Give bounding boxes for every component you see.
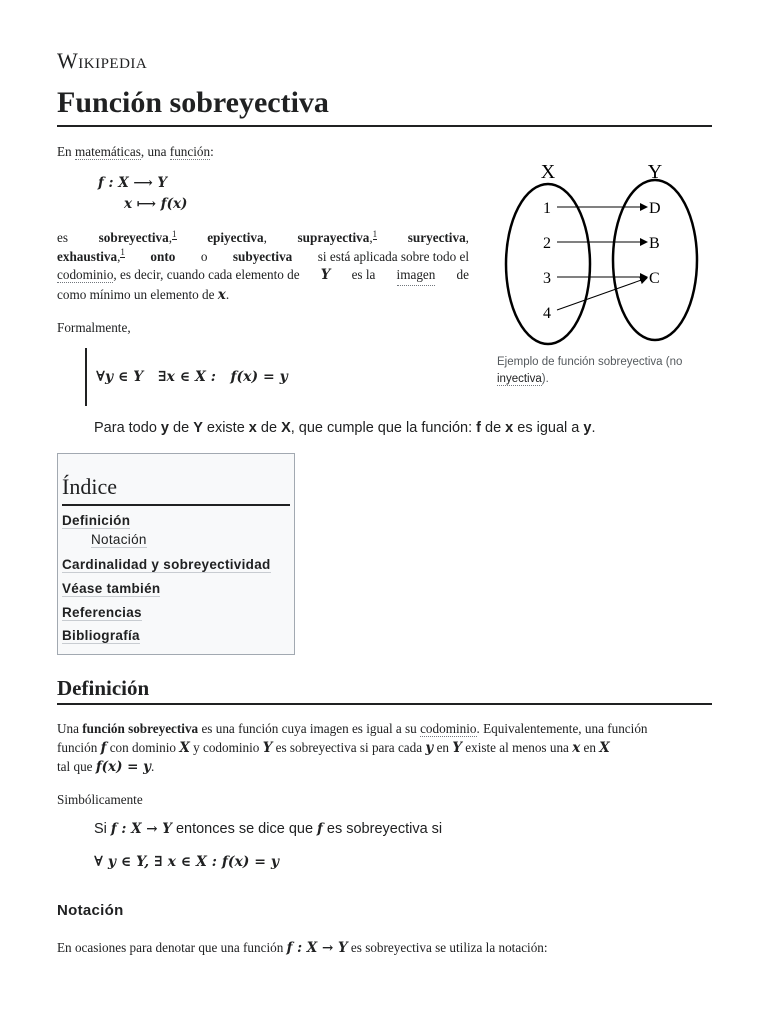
synonyms-line4 <box>57 286 469 305</box>
def-text: con dominio <box>106 740 180 755</box>
def-text: tal que <box>57 759 96 774</box>
term-sobreyectiva: sobreyectiva <box>98 230 169 245</box>
quantifier-formula: ∀ y ∈ Y, ∃ x ∈ X : f(x) = y <box>94 854 280 870</box>
codomain-element: B <box>649 235 660 252</box>
synonyms-text: , es decir, cuando cada elemento de <box>113 267 300 282</box>
sentence-text: Para todo <box>94 420 161 436</box>
bold-y: y <box>583 420 592 436</box>
toc-item-vease-tambien[interactable]: Véase también <box>62 581 161 596</box>
def-text: existe al menos una <box>461 740 573 755</box>
definicion-line1 <box>57 719 712 738</box>
section-heading-definicion: Definición <box>57 676 150 700</box>
set-y-label: Y <box>647 161 663 183</box>
bold-x: x <box>248 420 257 436</box>
math-Y: Y <box>452 740 462 756</box>
sentence-text: , que cumple que la función: <box>290 420 477 436</box>
reference-link[interactable]: 1 <box>120 247 125 258</box>
link-matematicas[interactable]: matemáticas <box>74 144 141 159</box>
term-subyectiva: subyectiva <box>232 248 293 264</box>
link-imagen[interactable]: imagen <box>397 266 436 286</box>
math-Y: Y <box>320 267 331 283</box>
figure-caption <box>497 354 712 388</box>
toc-item-bibliografia[interactable]: Bibliografía <box>62 628 140 643</box>
intro-text: En <box>57 144 75 159</box>
si-text: Si <box>94 821 111 837</box>
page-title: Función sobreyectiva <box>57 86 329 119</box>
math-y: y <box>425 740 434 756</box>
sentence-text: de <box>256 420 282 436</box>
math-X: X <box>179 740 190 756</box>
wikipedia-logo[interactable]: Wikipedia <box>57 48 148 73</box>
link-inyectiva[interactable]: inyectiva <box>497 373 542 385</box>
definicion-line3-text <box>57 757 154 777</box>
synonyms-line2: exhaustiva,$^1$ onto o subyectiva si está aplicada sobre todo el <box>57 248 469 267</box>
toc-item-cardinalidad[interactable]: Cardinalidad y sobreyectividad <box>62 557 271 572</box>
toc-rule <box>62 504 290 506</box>
term-onto: onto <box>150 248 176 264</box>
notacion-text: En ocasiones para denotar que una función <box>57 940 287 955</box>
term-suryectiva: suryectiva <box>407 230 466 245</box>
caption-text: Ejemplo de función sobreyectiva (no <box>497 356 683 368</box>
text-o: o <box>200 248 208 264</box>
def-text: es sobreyectiva si para cada <box>272 740 426 755</box>
si-text: es sobreyectiva si <box>322 821 443 837</box>
mapping-arrow <box>557 278 647 310</box>
section-heading-notacion: Notación <box>57 902 124 919</box>
formula-left-bar <box>85 348 87 406</box>
intro-text: : <box>210 144 214 159</box>
def-text: en <box>580 740 600 755</box>
term-suprayectiva: suprayectiva <box>297 230 370 245</box>
math-X: X <box>599 740 610 756</box>
domain-element: 1 <box>543 200 551 217</box>
intro-paragraph <box>57 142 214 161</box>
title-rule <box>57 125 712 127</box>
bold-x: x <box>505 420 514 436</box>
reference-link[interactable]: 1 <box>372 228 378 239</box>
sentence-text: existe <box>202 420 249 436</box>
def-text: en <box>433 740 453 755</box>
def-text: es una función cuya imagen es igual a su <box>198 721 421 736</box>
section-rule <box>57 703 712 705</box>
math-f: f <box>317 821 323 837</box>
si-text: entonces se dice que <box>171 821 318 837</box>
math-f-X-to-Y: f : X → Y <box>286 940 348 956</box>
math-f-X-to-Y: f : X → Y <box>110 821 172 837</box>
notacion-paragraph <box>57 938 548 958</box>
bold-f: f <box>476 420 481 436</box>
simbolicamente-text: Simbólicamente <box>57 792 143 807</box>
synonyms-paragraph <box>57 229 469 304</box>
domain-element: 2 <box>543 235 551 252</box>
def-text: y codominio <box>189 740 263 755</box>
codomain-element: C <box>649 270 660 287</box>
bold-y: y <box>160 420 169 436</box>
definicion-paragraph <box>57 719 712 738</box>
intro-text: , una <box>140 144 170 159</box>
reference-link[interactable]: 1 <box>172 228 177 239</box>
synonyms-text: como mínimo un elemento de <box>57 286 215 302</box>
def-text: . Equivalentemente, una función <box>476 721 651 736</box>
synonyms-text: . <box>225 286 230 302</box>
link-funcion[interactable]: función <box>169 144 211 159</box>
def-text: función <box>57 740 101 755</box>
bold-X: X <box>281 420 291 436</box>
notacion-text: es sobreyectiva se utiliza la notación: <box>347 940 548 955</box>
toc-item-referencias[interactable]: Referencias <box>62 605 142 620</box>
formula-mapping-line2: x ⟼ f(x) <box>124 196 188 212</box>
synonyms-text: es la <box>351 267 376 282</box>
formalmente-text: Formalmente, <box>57 320 131 335</box>
si-sentence <box>94 821 442 837</box>
sentence-text: de <box>480 420 506 436</box>
synonyms-text: si está aplicada sobre todo el <box>317 248 469 264</box>
text-es: es <box>57 230 68 245</box>
toc-item-definicion[interactable]: Definición <box>62 513 131 528</box>
toc-item-notacion[interactable]: Notación <box>91 532 147 547</box>
sentence-text: . <box>591 420 596 436</box>
synonyms-text: de <box>456 267 469 282</box>
domain-element: 3 <box>543 270 551 287</box>
formal-formula: ∀y ∈ Y ∃x ∈ X : f(x) = y <box>96 369 288 385</box>
link-codominio-def[interactable]: codominio <box>420 721 477 736</box>
link-codominio[interactable]: codominio <box>57 267 114 282</box>
surjective-diagram[interactable] <box>497 156 712 348</box>
domain-element: 4 <box>543 305 551 322</box>
sentence-text: es igual a <box>513 420 584 436</box>
def-text: . <box>151 759 155 774</box>
codomain-element: D <box>649 200 661 217</box>
caption-text: ). <box>541 373 549 385</box>
para-todo-sentence <box>94 420 596 436</box>
bold-Y: Y <box>193 420 203 436</box>
toc-title: Índice <box>62 474 117 499</box>
math-x: x <box>572 740 581 756</box>
math-f: f <box>100 740 107 756</box>
synonyms-line3 <box>57 266 469 286</box>
definicion-line2-text <box>57 738 610 758</box>
table-of-contents <box>57 453 295 655</box>
math-Y: Y <box>262 740 273 756</box>
sentence-text: de <box>169 420 194 436</box>
set-x-label: X <box>540 161 556 183</box>
def-bold-term: función sobreyectiva <box>82 721 199 736</box>
math-x: x <box>217 286 226 303</box>
term-exhaustiva: exhaustiva <box>57 248 118 264</box>
math-fx-eq-y: f(x) = y <box>95 759 152 775</box>
formula-mapping-line1: f : X ⟶ Y <box>98 175 168 191</box>
synonyms-line1: es sobreyectiva,$^1$ epiyectiva, suprayectiva,$^1$ suryectiva, <box>57 229 469 248</box>
term-epiyectiva: epiyectiva <box>207 230 264 245</box>
def-text: Una <box>57 721 83 736</box>
